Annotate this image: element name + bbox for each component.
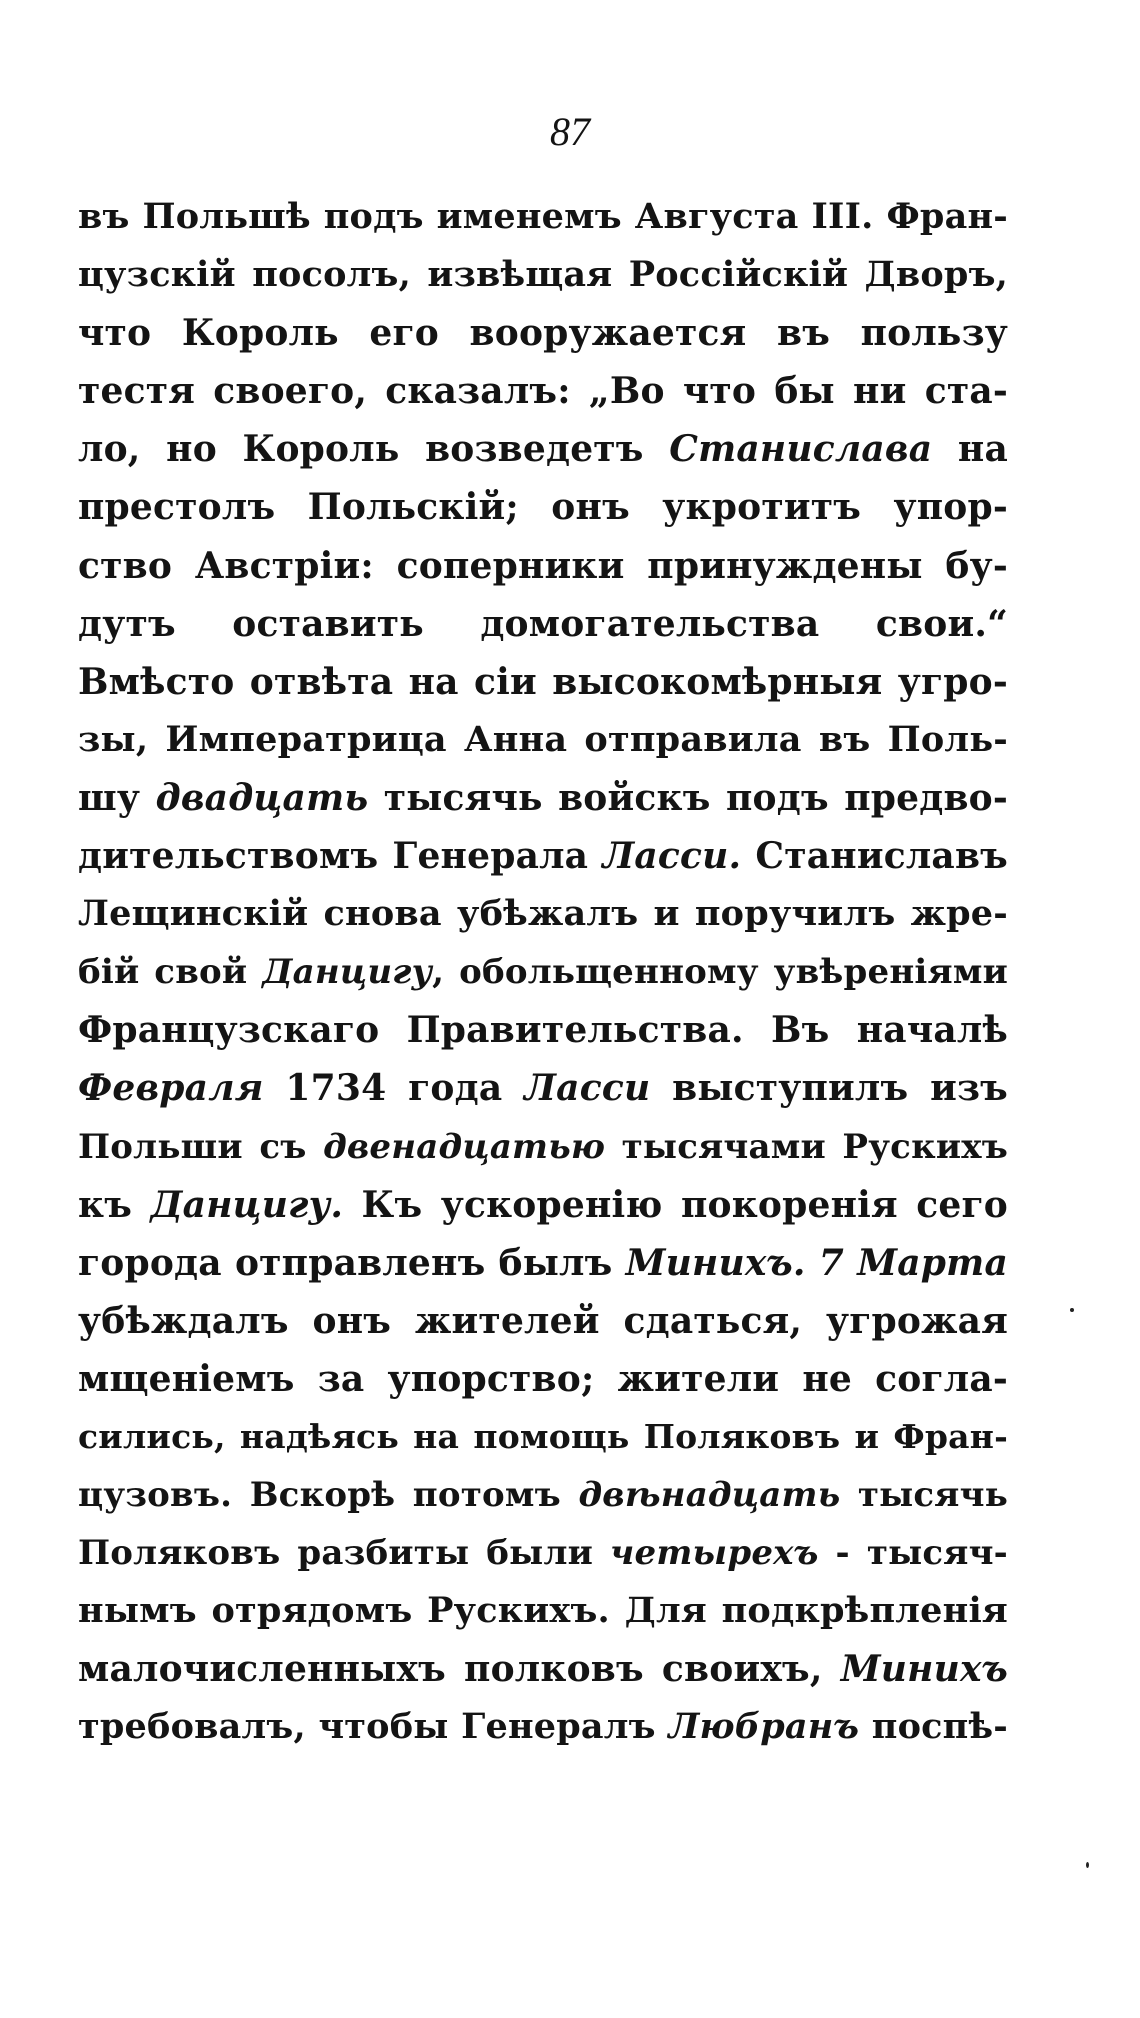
- italic-segment: Любранъ: [668, 1706, 860, 1748]
- text-segment: малочисленныхъ полковъ своихъ,: [78, 1648, 841, 1691]
- text-segment: Лещинскій снова убѣжалъ и поручилъ жре-: [78, 893, 1008, 935]
- text-segment: ство Австріи: соперники принуждены бу-: [78, 544, 1008, 587]
- text-segment: цузскій посолъ, извѣщая Россійскій Дворъ,: [78, 254, 1008, 296]
- text-segment: шу: [78, 776, 156, 819]
- text-segment: бій свой: [78, 952, 263, 993]
- text-line: [78, 420, 1008, 478]
- text-segment: , обольщенному увѣреніями: [432, 952, 1008, 993]
- text-line: [78, 769, 1008, 827]
- italic-segment: Минихъ. 7 Марта: [625, 1241, 1008, 1284]
- text-segment: Поляковъ разбиты были: [78, 1533, 611, 1574]
- text-segment: мщеніемъ за упорство; жители не согла-: [78, 1357, 1008, 1400]
- text-line: [78, 1234, 1008, 1292]
- text-segment: сились, надѣясь на помощь Поляковъ и Фран-: [78, 1416, 1008, 1456]
- text-segment: Польши съ: [78, 1126, 324, 1167]
- italic-segment: двенадцатью: [323, 1126, 606, 1167]
- text-line: [78, 653, 1008, 711]
- text-segment: тестя своего, сказалъ: „Во что бы ни ста-: [78, 370, 1008, 413]
- page-number: 87: [550, 109, 590, 154]
- text-line: [78, 943, 1008, 1001]
- text-line: [78, 304, 1008, 362]
- text-segment: цузовъ. Вскорѣ потомъ: [78, 1475, 579, 1516]
- text-segment: - тысяч-: [818, 1533, 1008, 1574]
- text-segment: тысячь войскъ подъ предво-: [368, 776, 1009, 819]
- text-segment: тысячами Рускихъ: [605, 1126, 1008, 1167]
- text-segment: въ Польшѣ подъ именемъ Августа III. Фран-: [78, 196, 1008, 237]
- italic-segment: Ласси.: [602, 835, 742, 878]
- text-line: [78, 1640, 1008, 1698]
- text-segment: 1734 года: [263, 1067, 525, 1110]
- print-speck: [1086, 1862, 1089, 1868]
- italic-segment: двадцать: [155, 776, 369, 819]
- text-segment: къ: [78, 1183, 151, 1226]
- text-segment: Французскаго Правительства. Въ началѣ: [78, 1009, 1008, 1052]
- text-segment: Станиславъ: [741, 835, 1008, 878]
- text-line: [78, 1001, 1008, 1059]
- text-segment: престолъ Польскій; онъ укротитъ упор-: [78, 486, 1008, 529]
- text-line: [78, 1582, 1008, 1640]
- text-segment: требовалъ, чтобы Генералъ: [78, 1706, 669, 1748]
- text-segment: убѣждалъ онъ жителей сдаться, угрожая: [78, 1299, 1008, 1342]
- text-segment: Вмѣсто отвѣта на сіи высокомѣрныя угро-: [78, 660, 1008, 703]
- italic-segment: Данцигу.: [150, 1183, 344, 1226]
- text-segment: на: [932, 428, 1008, 471]
- text-segment: Къ ускоренію покоренія сего: [343, 1183, 1008, 1226]
- text-line: [78, 1059, 1008, 1117]
- text-segment: что Король его вооружается въ пользу: [78, 312, 1008, 355]
- text-segment: города отправленъ былъ: [78, 1241, 626, 1284]
- text-line: [78, 595, 1008, 653]
- text-segment: дительствомъ Генерала: [78, 835, 603, 878]
- text-segment: тысячь: [840, 1475, 1008, 1516]
- print-speck: [1070, 1308, 1074, 1312]
- text-segment: нымъ отрядомъ Рускихъ. Для подкрѣпленія: [78, 1590, 1008, 1632]
- italic-segment: Данцигу: [262, 952, 433, 993]
- text-line: [78, 478, 1008, 536]
- text-line: [78, 1524, 1008, 1582]
- text-line: [78, 246, 1008, 304]
- italic-segment: Минихъ: [840, 1648, 1008, 1691]
- text-line: [78, 1698, 1008, 1756]
- text-segment: выступилъ изъ: [650, 1067, 1008, 1110]
- text-line: [78, 1292, 1008, 1350]
- text-line: [78, 1408, 1008, 1466]
- text-line: [78, 1118, 1008, 1176]
- text-line: [78, 188, 1008, 246]
- text-line: [78, 1466, 1008, 1524]
- text-line: [78, 711, 1008, 769]
- text-line: [78, 362, 1008, 420]
- text-line: [78, 1176, 1008, 1234]
- text-segment: поспѣ-: [859, 1706, 1008, 1748]
- italic-segment: Февраля: [78, 1067, 264, 1110]
- italic-segment: двѣнадцать: [578, 1475, 841, 1516]
- italic-segment: Станислава: [669, 428, 933, 471]
- text-line: [78, 537, 1008, 595]
- italic-segment: четырехъ: [610, 1533, 819, 1574]
- text-segment: дутъ оставить домогательства свои.“: [78, 602, 1008, 645]
- text-line: [78, 885, 1008, 943]
- text-segment: зы, Императрица Анна отправила въ Поль-: [78, 718, 1008, 760]
- text-body: [78, 188, 1008, 1757]
- text-segment: ло, но Король возведетъ: [78, 428, 670, 471]
- italic-segment: Ласси: [524, 1067, 651, 1110]
- text-line: [78, 1350, 1008, 1408]
- text-line: [78, 827, 1008, 885]
